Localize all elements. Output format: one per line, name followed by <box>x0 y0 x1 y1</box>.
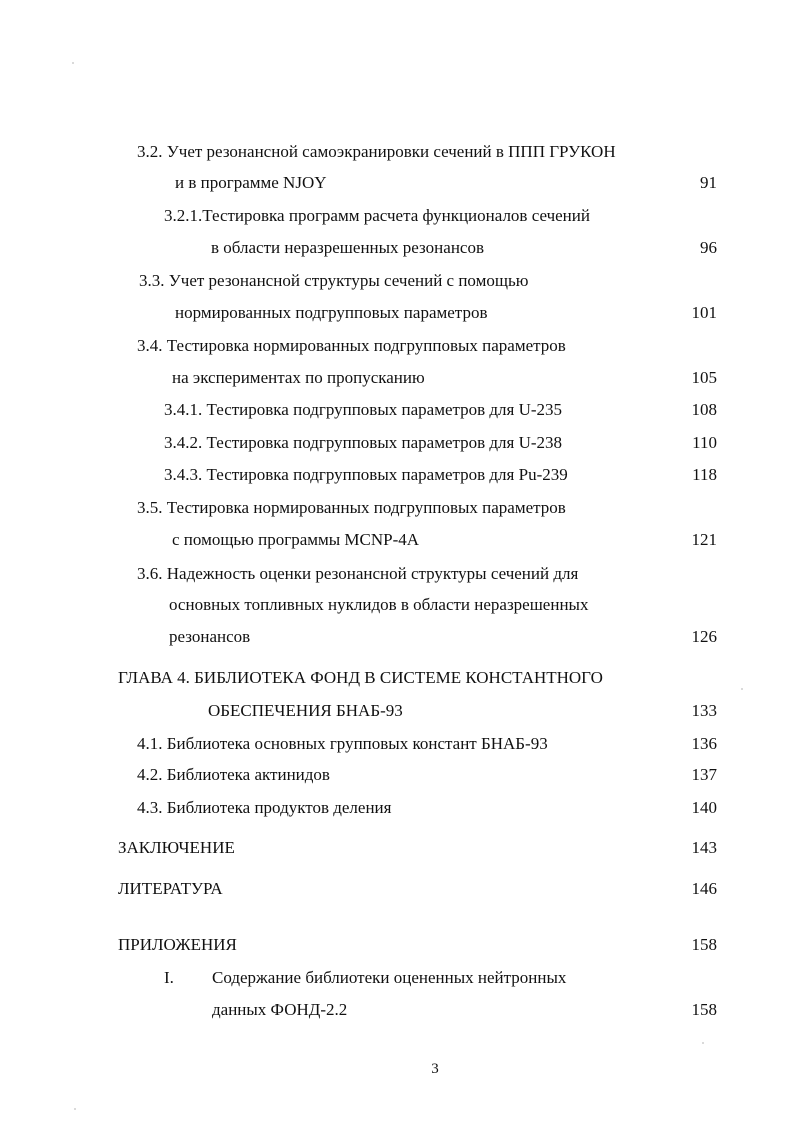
toc-entry-4-1-page: 136 <box>691 734 717 753</box>
toc-entry-3-2-1-line-1: 3.2.1.Тестировка программ расчета функционалов сечений <box>164 206 590 225</box>
toc-entry-4-1-line-1: 4.1. Библиотека основных групповых констант БНАБ-93 <box>137 734 548 753</box>
toc-conclusion-page: 143 <box>691 838 717 857</box>
toc-entry-3-6-line-1: 3.6. Надежность оценки резонансной структуры сечений для <box>137 564 579 583</box>
toc-entry-3-4-3-line-1: 3.4.3. Тестировка подгрупповых параметров для Pu-239 <box>164 465 568 484</box>
toc-literature: ЛИТЕРАТУРА <box>118 879 223 898</box>
toc-conclusion: ЗАКЛЮЧЕНИЕ <box>118 838 235 857</box>
toc-appendices-page: 158 <box>691 935 717 954</box>
toc-entry-4-3-page: 140 <box>691 798 717 817</box>
toc-entry-3-4-page: 105 <box>691 368 717 387</box>
toc-entry-3-2-1-line-2: в области неразрешенных резонансов <box>211 238 484 257</box>
toc-appendix-1-line-2: данных ФОНД-2.2 <box>212 1000 348 1019</box>
toc-entry-3-2-line-1: 3.2. Учет резонансной самоэкранировки сечений в ППП ГРУКОН <box>137 142 616 161</box>
toc-literature-page: 146 <box>691 879 717 898</box>
toc-entry-3-4-line-2: на экспериментах по пропусканию <box>172 368 425 387</box>
scan-speck <box>74 1108 76 1110</box>
toc-entry-3-2-page: 91 <box>700 173 717 192</box>
toc-entry-3-6-line-3: резонансов <box>169 627 251 646</box>
toc-appendices: ПРИЛОЖЕНИЯ <box>118 935 237 954</box>
toc-appendix-1-marker: I. <box>164 968 174 987</box>
toc-entry-3-3-line-2: нормированных подгрупповых параметров <box>175 303 488 322</box>
toc-entry-3-5-line-2: с помощью программы MCNP-4A <box>172 530 420 549</box>
toc-entry-3-5-line-1: 3.5. Тестировка нормированных подгрупповых параметров <box>137 498 566 517</box>
toc-entry-4-3-line-1: 4.3. Библиотека продуктов деления <box>137 798 392 817</box>
toc-entry-4-2-page: 137 <box>691 765 717 784</box>
toc-entry-3-6-line-2: основных топливных нуклидов в области неразрешенных <box>169 595 589 614</box>
toc-entry-3-4-3-page: 118 <box>692 465 717 484</box>
page-number: 3 <box>431 1061 439 1077</box>
toc-chapter-4-line-2: ОБЕСПЕЧЕНИЯ БНАБ-93 <box>208 701 403 720</box>
toc-entry-4-2-line-1: 4.2. Библиотека актинидов <box>137 765 330 784</box>
toc-entry-3-6-page: 126 <box>691 627 717 646</box>
toc-chapter-4-line-1: ГЛАВА 4. БИБЛИОТЕКА ФОНД В СИСТЕМЕ КОНСТАНТНОГО <box>118 668 603 687</box>
toc-entry-3-5-page: 121 <box>691 530 717 549</box>
toc-entry-3-4-2-line-1: 3.4.2. Тестировка подгрупповых параметров для U-238 <box>164 433 563 452</box>
toc-entry-3-3-line-1: 3.3. Учет резонансной структуры сечений с помощью <box>139 271 529 290</box>
toc-entry-3-2-line-2: и в программе NJOY <box>175 173 327 192</box>
toc-entry-3-4-2-page: 110 <box>692 433 717 452</box>
toc-appendix-1-line-1: Содержание библиотеки оцененных нейтронных <box>212 968 567 987</box>
toc-entry-3-3-page: 101 <box>691 303 717 322</box>
toc-entry-3-4-1-page: 108 <box>691 400 717 419</box>
toc-entry-3-4-line-1: 3.4. Тестировка нормированных подгрупповых параметров <box>137 336 566 355</box>
toc-entry-3-4-1-line-1: 3.4.1. Тестировка подгрупповых параметров для U-235 <box>164 400 563 419</box>
scan-speck <box>702 1042 704 1044</box>
scan-speck <box>741 688 743 690</box>
scan-speck <box>72 62 74 64</box>
toc-entry-3-2-1-page: 96 <box>700 238 717 257</box>
toc-appendix-1-page: 158 <box>691 1000 717 1019</box>
toc-chapter-4-page: 133 <box>691 701 717 720</box>
